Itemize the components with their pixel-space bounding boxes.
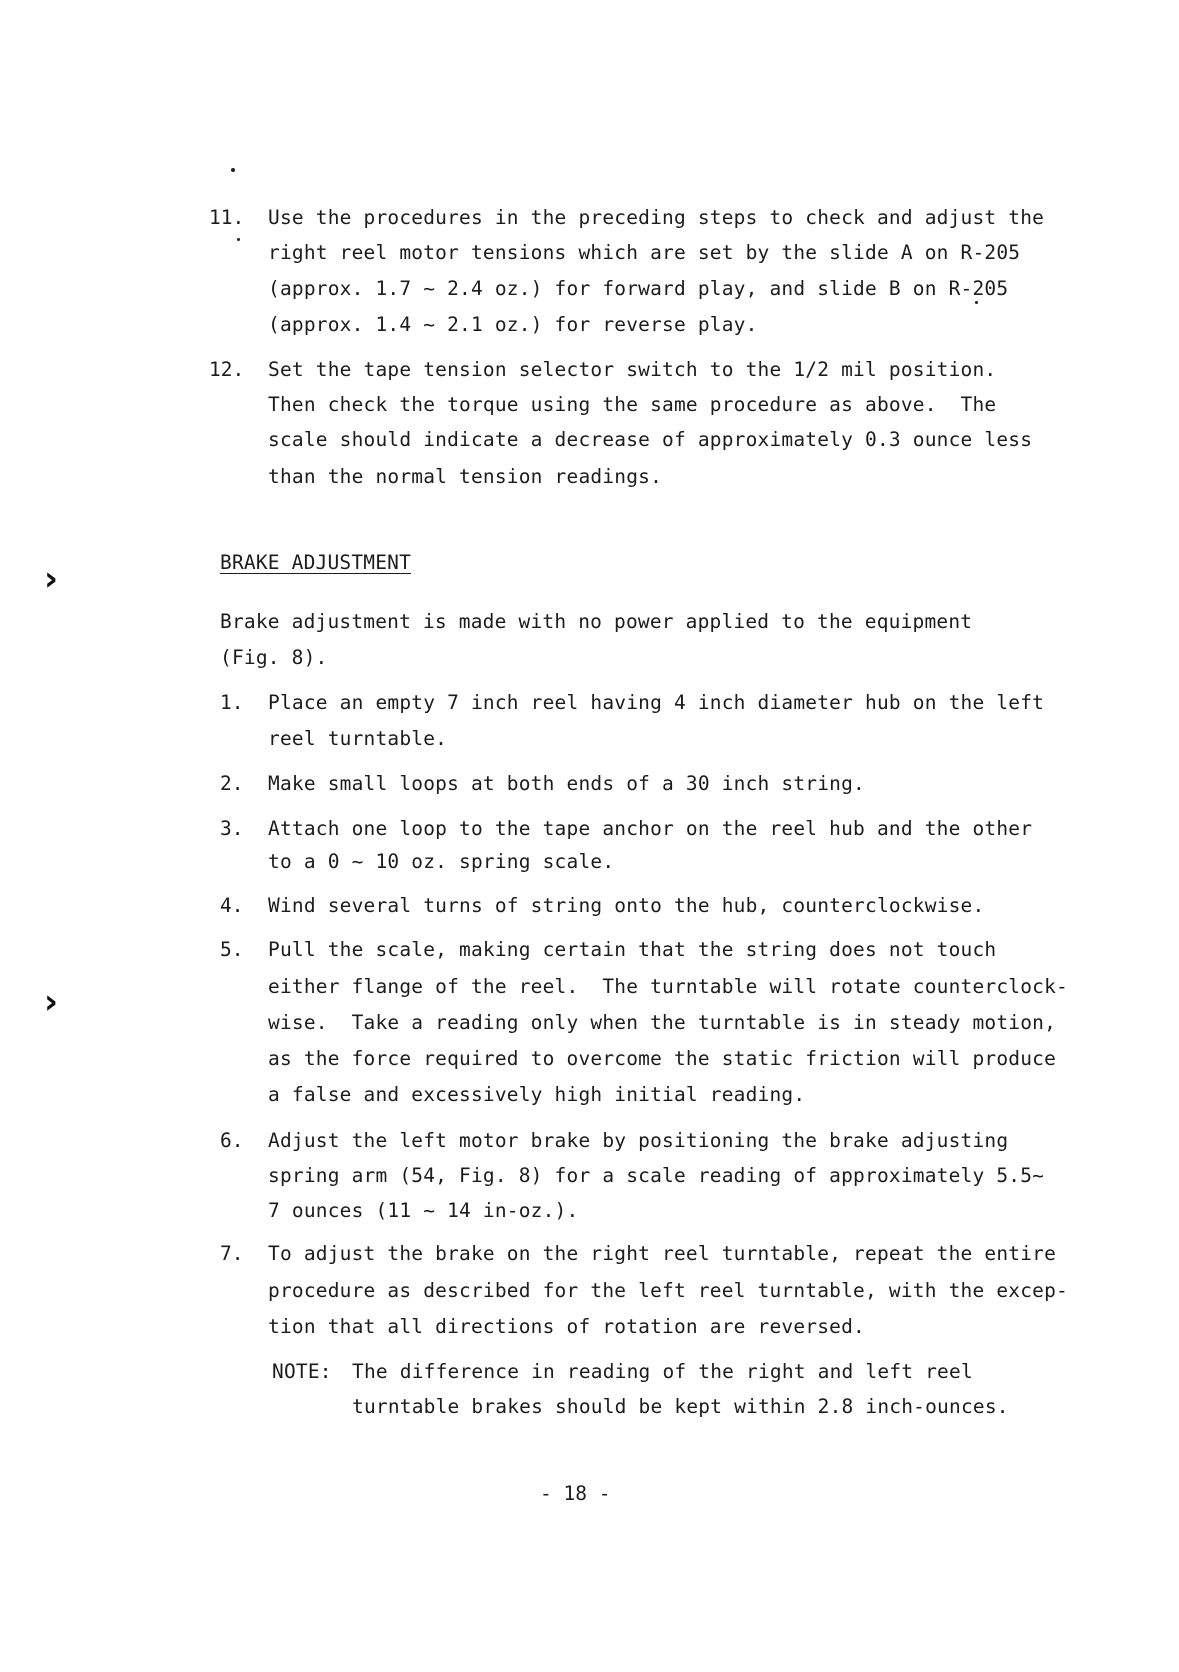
step-text-line: as the force required to overcome the static friction will produce	[268, 1047, 1057, 1070]
step-number: 2.	[220, 772, 244, 795]
item-text-line: than the normal tension readings.	[268, 465, 663, 488]
step-number: 6.	[220, 1129, 244, 1152]
step-number: 3.	[220, 817, 244, 840]
item-text-line: scale should indicate a decrease of approximately 0.3 ounce less	[268, 428, 1033, 451]
section-heading: BRAKE ADJUSTMENT	[220, 551, 412, 574]
intro-text-line: (Fig. 8).	[220, 646, 328, 669]
binder-hole-mark: ›	[44, 982, 59, 1022]
step-text-line: 7 ounces (11 ~ 14 in-oz.).	[268, 1199, 579, 1222]
item-text-line: (approx. 1.4 ~ 2.1 oz.) for reverse play.	[268, 313, 758, 336]
scan-speck	[975, 301, 978, 304]
step-text-line: Place an empty 7 inch reel having 4 inch diameter hub on the left	[268, 691, 1045, 714]
step-text-line: procedure as described for the left reel turntable, with the excep-	[268, 1279, 1068, 1302]
page-number: - 18 -	[540, 1482, 611, 1505]
note-text-line: turntable brakes should be kept within 2.8 inch-ounces.	[352, 1395, 1009, 1418]
step-text-line: Wind several turns of string onto the hub, counterclockwise.	[268, 894, 985, 917]
step-number: 5.	[220, 938, 244, 961]
step-text-line: Make small loops at both ends of a 30 inch string.	[268, 772, 865, 795]
step-number: 4.	[220, 894, 244, 917]
step-text-line: Adjust the left motor brake by positioning the brake adjusting	[268, 1129, 1009, 1152]
item-text-line: Use the procedures in the preceding steps to check and adjust the	[268, 206, 1045, 229]
step-text-line: tion that all directions of rotation are reversed.	[268, 1315, 865, 1338]
step-text-line: a false and excessively high initial reading.	[268, 1083, 806, 1106]
item-text-line: Set the tape tension selector switch to the 1/2 mil position.	[268, 358, 997, 381]
item-text-line: Then check the torque using the same procedure as above. The	[268, 393, 997, 416]
step-text-line: reel turntable.	[268, 727, 448, 750]
item-text-line: (approx. 1.7 ~ 2.4 oz.) for forward play, and slide B on R-205	[268, 277, 1009, 300]
step-text-line: either flange of the reel. The turntable will rotate counterclock-	[268, 975, 1068, 998]
scan-speck	[231, 168, 235, 172]
step-text-line: to a 0 ~ 10 oz. spring scale.	[268, 850, 615, 873]
item-number: 12.	[209, 358, 245, 381]
step-text-line: Attach one loop to the tape anchor on the reel hub and the other	[268, 817, 1033, 840]
binder-hole-mark: ›	[44, 559, 59, 599]
step-text-line: spring arm (54, Fig. 8) for a scale reading of approximately 5.5~	[268, 1164, 1045, 1187]
step-text-line: wise. Take a reading only when the turntable is in steady motion,	[268, 1011, 1057, 1034]
note-label: NOTE:	[272, 1360, 332, 1383]
item-text-line: right reel motor tensions which are set by the slide A on R-205	[268, 241, 1021, 264]
step-number: 7.	[220, 1242, 244, 1265]
item-number: 11.	[209, 206, 245, 229]
intro-text-line: Brake adjustment is made with no power applied to the equipment	[220, 610, 973, 633]
step-number: 1.	[220, 691, 244, 714]
note-text-line: The difference in reading of the right and left reel	[352, 1360, 973, 1383]
step-text-line: Pull the scale, making certain that the string does not touch	[268, 938, 997, 961]
scan-speck	[237, 238, 240, 241]
step-text-line: To adjust the brake on the right reel turntable, repeat the entire	[268, 1242, 1057, 1265]
